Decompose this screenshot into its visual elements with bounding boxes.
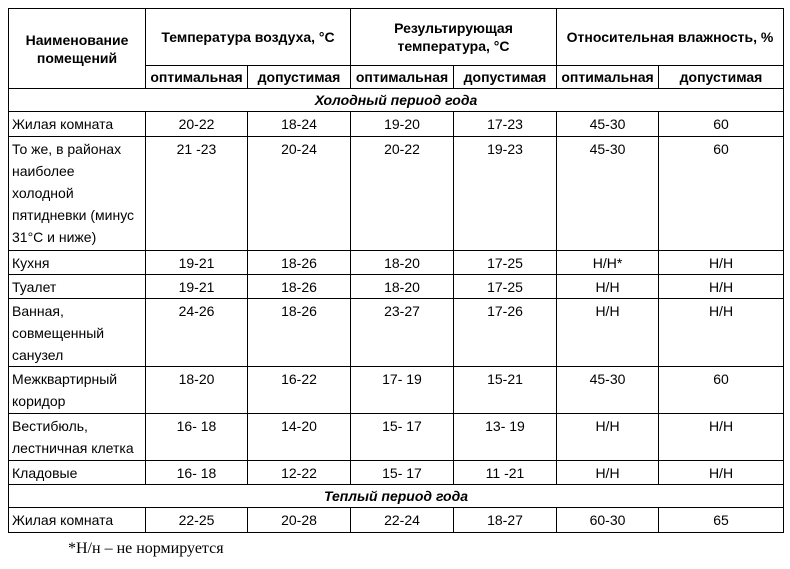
section-cold-period xyxy=(9,89,784,112)
subheader-permissible: допустимая xyxy=(454,66,557,89)
header-air-temperature: Температура воздуха, °С xyxy=(146,9,351,66)
result-optimal: 20-22 xyxy=(351,137,454,251)
humidity-permissible: Н/Н xyxy=(659,275,784,299)
humidity-permissible: Н/Н xyxy=(659,414,784,461)
header-room-name: Наименование помещений xyxy=(9,9,146,89)
humidity-optimal: Н/Н xyxy=(557,461,659,485)
room-name: Туалет xyxy=(9,275,146,299)
air-optimal: 16- 18 xyxy=(146,414,248,461)
room-name: Жилая комната xyxy=(9,508,146,533)
result-permissible: 17-26 xyxy=(454,299,557,367)
humidity-permissible: 60 xyxy=(659,367,784,414)
result-optimal: 15- 17 xyxy=(351,461,454,485)
result-permissible: 17-25 xyxy=(454,251,557,275)
result-optimal: 18-20 xyxy=(351,275,454,299)
humidity-permissible: Н/Н xyxy=(659,251,784,275)
table-row xyxy=(9,251,784,275)
result-optimal: 17- 19 xyxy=(351,367,454,414)
air-optimal: 24-26 xyxy=(146,299,248,367)
table-row xyxy=(9,112,784,137)
room-name: Вестибюль, лестничная клетка xyxy=(9,414,146,461)
air-optimal: 19-21 xyxy=(146,275,248,299)
air-optimal: 20-22 xyxy=(146,112,248,137)
air-permissible: 20-24 xyxy=(248,137,351,251)
result-permissible: 18-27 xyxy=(454,508,557,533)
result-optimal: 18-20 xyxy=(351,251,454,275)
table-row xyxy=(9,508,784,533)
room-name: То же, в районах наиболее холодной пятидневки (минус 31°С и ниже) xyxy=(9,137,146,251)
humidity-optimal: 45-30 xyxy=(557,367,659,414)
air-permissible: 12-22 xyxy=(248,461,351,485)
section-title: Холодный период года xyxy=(9,89,784,112)
result-permissible: 17-23 xyxy=(454,112,557,137)
table-row xyxy=(9,299,784,367)
air-permissible: 18-24 xyxy=(248,112,351,137)
air-optimal: 19-21 xyxy=(146,251,248,275)
result-optimal: 15- 17 xyxy=(351,414,454,461)
result-optimal: 22-24 xyxy=(351,508,454,533)
air-permissible: 16-22 xyxy=(248,367,351,414)
header-humidity: Относительная влажность, % xyxy=(557,9,784,66)
air-permissible: 20-28 xyxy=(248,508,351,533)
table-row xyxy=(9,275,784,299)
footnote: *Н/н – не нормируется xyxy=(68,540,224,557)
subheader-permissible: допустимая xyxy=(659,66,784,89)
result-optimal: 19-20 xyxy=(351,112,454,137)
room-name: Кухня xyxy=(9,251,146,275)
humidity-optimal: Н/Н xyxy=(557,275,659,299)
header-result-temperature: Результирующая температура, °С xyxy=(351,9,557,66)
air-optimal: 18-20 xyxy=(146,367,248,414)
humidity-optimal: Н/Н* xyxy=(557,251,659,275)
humidity-optimal: 45-30 xyxy=(557,137,659,251)
result-permissible: 17-25 xyxy=(454,275,557,299)
air-permissible: 18-26 xyxy=(248,299,351,367)
humidity-permissible: 60 xyxy=(659,137,784,251)
result-permissible: 13- 19 xyxy=(454,414,557,461)
section-title: Теплый период года xyxy=(9,485,784,508)
result-permissible: 19-23 xyxy=(454,137,557,251)
humidity-optimal: Н/Н xyxy=(557,299,659,367)
humidity-optimal: 45-30 xyxy=(557,112,659,137)
air-permissible: 18-26 xyxy=(248,251,351,275)
humidity-permissible: Н/Н xyxy=(659,299,784,367)
air-permissible: 18-26 xyxy=(248,275,351,299)
subheader-optimal: оптимальная xyxy=(351,66,454,89)
result-optimal: 23-27 xyxy=(351,299,454,367)
air-optimal: 21 -23 xyxy=(146,137,248,251)
room-name: Ванная, совмещенный санузел xyxy=(9,299,146,367)
air-optimal: 16- 18 xyxy=(146,461,248,485)
humidity-optimal: 60-30 xyxy=(557,508,659,533)
table-row xyxy=(9,137,784,251)
norms-table xyxy=(8,8,784,533)
table-row xyxy=(9,461,784,485)
subheader-optimal: оптимальная xyxy=(146,66,248,89)
section-warm-period xyxy=(9,485,784,508)
subheader-optimal: оптимальная xyxy=(557,66,659,89)
table-row xyxy=(9,367,784,414)
result-permissible: 15-21 xyxy=(454,367,557,414)
table-row xyxy=(9,414,784,461)
humidity-permissible: 60 xyxy=(659,112,784,137)
humidity-permissible: 65 xyxy=(659,508,784,533)
air-optimal: 22-25 xyxy=(146,508,248,533)
air-permissible: 14-20 xyxy=(248,414,351,461)
humidity-optimal: Н/Н xyxy=(557,414,659,461)
subheader-permissible: допустимая xyxy=(248,66,351,89)
room-name: Кладовые xyxy=(9,461,146,485)
room-name: Межквартирный коридор xyxy=(9,367,146,414)
humidity-permissible: Н/Н xyxy=(659,461,784,485)
header-row xyxy=(9,9,784,66)
result-permissible: 11 -21 xyxy=(454,461,557,485)
room-name: Жилая комната xyxy=(9,112,146,137)
